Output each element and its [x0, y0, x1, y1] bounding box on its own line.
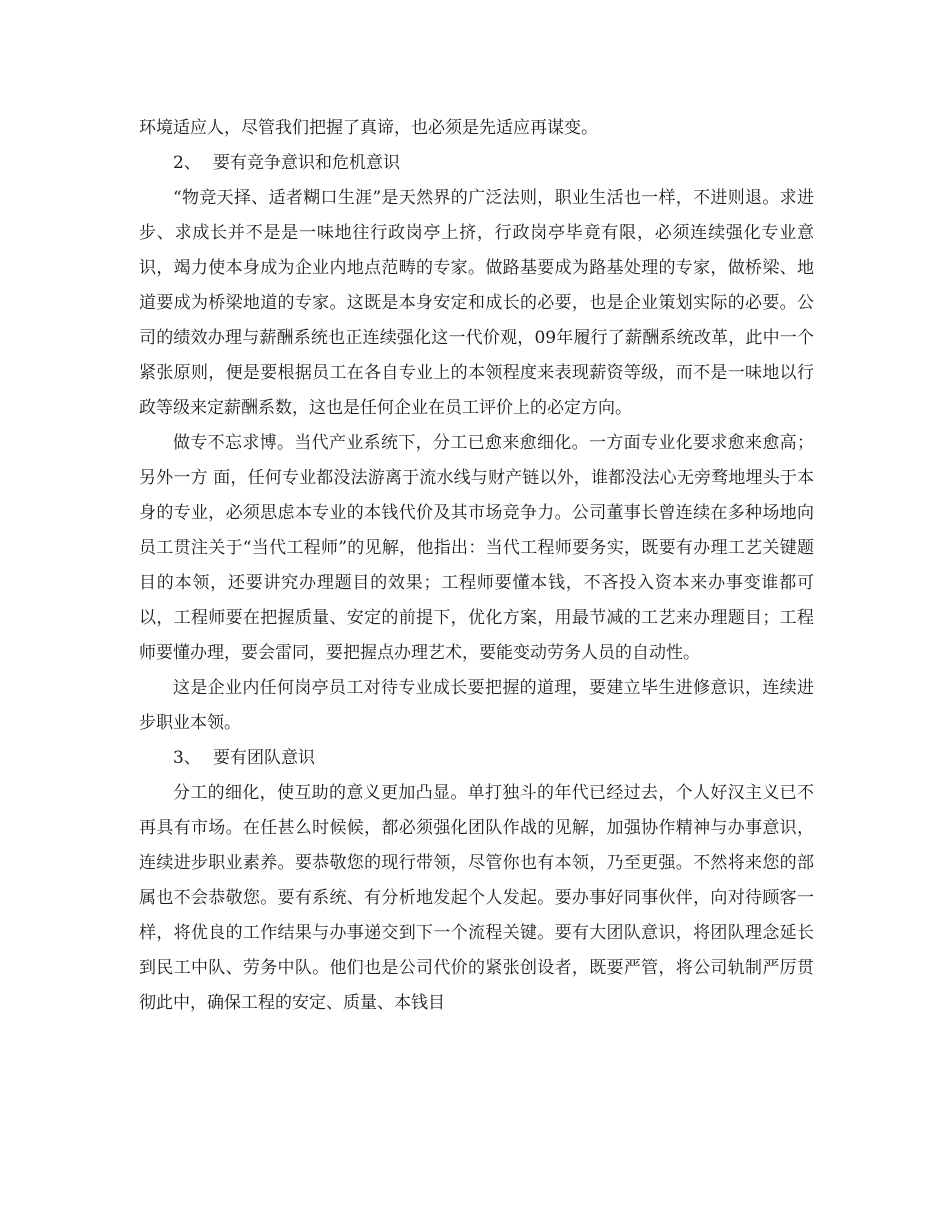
document-body	[139, 111, 814, 1021]
section-heading-2	[139, 146, 814, 181]
paragraph-competition: “物竞天择、适者糊口生涯”是天然界的广泛法则，职业生活也一样，不进则退。求进步、求成长并不是是一味地往行政岗亭上挤，行政岗亭毕竟有限，必须连续强化专业意识，竭力使本身成为企业内地点范畴的专家。做路基要成为路基处理的专家，做桥梁、地道要成为桥梁地道的专家。这既是本身安定和成长的必要，也是企业策划实际的必要。公司的绩效办理与薪酬系统也正连续强化这一代价观，09年履行了薪酬系统改革，此中一个紧张原则，便是要根据员工在各自专业上的本领程度来表现薪资等级，而不是一味地以行政等级来定薪酬系数，这也是任何企业在员工评价上的必定方向。	[139, 188, 814, 418]
section-number: 2、	[173, 153, 201, 173]
section-title: 要有竞争意识和危机意识	[213, 153, 400, 173]
paragraph-teamwork: 分工的细化，使互助的意义更加凸显。单打独斗的年代已经过去，个人好汉主义已不再具有市场。在任甚么时候候，都必须强化团队作战的见解，加强协作精神与办事意识，连续进步职业素养。要恭敬您的现行带领，尽管你也有本领，乃至更强。不然将来您的部属也不会恭敬您。要有系统、有分析地发起个人发起。要办事好同事伙伴，向对待顾客一样，将优良的工作结果与办事递交到下一个流程关键。要有大团队意识，将团队理念延长到民工中队、劳务中队。他们也是公司代价的紧张创设者，既要严管，将公司轨制严厉贯彻此中，确保工程的安定、质量、本钱目	[139, 783, 814, 1013]
section-heading-3	[139, 741, 814, 776]
paragraph-continuation: 环境适应人，尽管我们把握了真谛，也必须是先适应再谋变。	[139, 118, 598, 138]
paragraph-specialize: 做专不忘求博。当代产业系统下，分工已愈来愈细化。一方面专业化要求愈来愈高；另外一方 面，任何专业都没法游离于流水线与财产链以外，谁都没法心无旁骛地埋头于本身的专业，必须思虑本专业的本钱代价及其市场竞争力。公司董事长曾连续在多种场地向员工贯注关于“当代工程师”的见解，他指出：当代工程师要务实，既要有办理工艺关键题目的本领，还要讲究办理题目的效果；工程师要懂本钱，不吝投入资本来办事变谁都可以，工程师要在把握质量、安定的前提下，优化方案，用最节减的工艺来办理题目；工程师要懂办理，要会雷同，要把握点办理艺术，要能变动劳务人员的自动性。	[139, 433, 814, 663]
section-title: 要有团队意识	[213, 748, 315, 768]
section-number: 3、	[173, 748, 201, 768]
paragraph-lifelong-learning: 这是企业内任何岗亭员工对待专业成长要把握的道理，要建立毕生进修意识，连续进步职业本领。	[139, 678, 814, 733]
